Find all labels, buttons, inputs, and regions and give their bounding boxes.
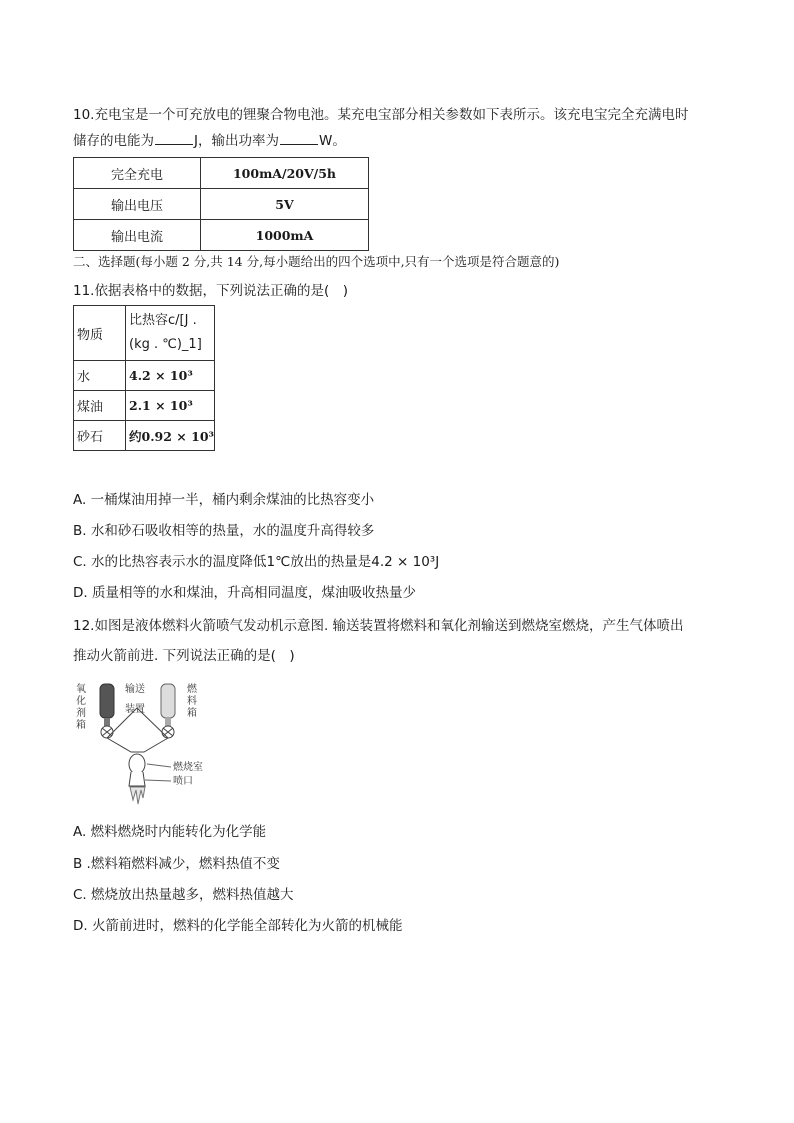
q11-option-c[interactable]: C. 水的比热容表示水的温度降低1℃放出的热量是4.2 × 10³J xyxy=(73,554,440,570)
q11-stem: 11.依据表格中的数据，下列说法正确的是( ) xyxy=(73,283,349,299)
fuel-tank xyxy=(161,684,175,718)
table-cell: 输出电压 xyxy=(74,189,201,220)
transport-label: 输送 xyxy=(125,684,145,695)
q11-option-b[interactable]: B. 水和砂石吸收相等的热量，水的温度升高得较多 xyxy=(73,523,375,539)
q10-parameter-table xyxy=(73,157,369,251)
q10-blank-energy[interactable] xyxy=(155,131,193,145)
rocket-engine-diagram xyxy=(73,680,243,810)
q12-option-b[interactable]: B .燃料箱燃料减少，燃料热值不变 xyxy=(73,856,280,872)
table-cell: 100mA/20V/5h xyxy=(201,158,369,189)
q10-stem-line2 xyxy=(73,131,346,150)
fuel-label-char: 燃 xyxy=(187,684,197,695)
oxidizer-pipe xyxy=(104,718,110,726)
q10-text-b: J，输出功率为 xyxy=(194,133,279,149)
oxidizer-tank xyxy=(100,684,114,718)
fuel-label-char: 箱 xyxy=(187,708,197,719)
q11-option-a[interactable]: A. 一桶煤油用掉一半，桶内剩余煤油的比热容变小 xyxy=(73,492,375,508)
table-cell: 4.2 × 10³ xyxy=(126,361,215,391)
table-cell: 5V xyxy=(201,189,369,220)
q11-option-d[interactable]: D. 质量相等的水和煤油，升高相同温度，煤油吸收热量少 xyxy=(73,585,416,601)
combustion-chamber xyxy=(129,754,145,774)
nozzle xyxy=(129,772,145,786)
table-row xyxy=(74,220,369,251)
table-row xyxy=(74,306,215,361)
table-row xyxy=(74,158,369,189)
oxidizer-label-char: 氧 xyxy=(76,684,86,695)
q10-stem-line1: 10.充电宝是一个可充放电的锂聚合物电池。某充电宝部分相关参数如下表所示。该充电宝完全充满电时 xyxy=(73,107,689,123)
q12-stem-line1: 12.如图是液体燃料火箭喷气发动机示意图. 输送装置将燃料和氧化剂输送到燃烧室燃烧，产生气体喷出 xyxy=(73,618,684,634)
header-line: 比热容c/[J . xyxy=(129,313,197,328)
oxidizer-label-char: 化 xyxy=(76,696,86,707)
table-cell: 水 xyxy=(74,361,126,391)
feed-line xyxy=(107,738,168,752)
oxidizer-label-char: 箱 xyxy=(76,720,86,731)
table-cell: 砂石 xyxy=(74,421,126,451)
transport-label: 装置 xyxy=(125,704,145,715)
q11-specific-heat-table xyxy=(73,305,215,451)
flame xyxy=(130,787,145,804)
table-cell: 完全充电 xyxy=(74,158,201,189)
fuel-pipe xyxy=(165,718,171,726)
table-cell: 约0.92 × 10³ xyxy=(126,421,215,451)
table-cell: 煤油 xyxy=(74,391,126,421)
table-cell: 输出电流 xyxy=(74,220,201,251)
table-header-cell xyxy=(126,306,215,361)
q12-option-c[interactable]: C. 燃烧放出热量越多，燃料热值越大 xyxy=(73,887,294,903)
table-row xyxy=(74,361,215,391)
chamber-label: 燃烧室 xyxy=(173,762,203,773)
q12-option-d[interactable]: D. 火箭前进时，燃料的化学能全部转化为火箭的机械能 xyxy=(73,918,403,934)
fuel-label-char: 料 xyxy=(187,696,197,707)
table-row xyxy=(74,421,215,451)
nozzle-label: 喷口 xyxy=(173,776,193,787)
table-row xyxy=(74,189,369,220)
table-cell: 2.1 × 10³ xyxy=(126,391,215,421)
q12-option-a[interactable]: A. 燃料燃烧时内能转化为化学能 xyxy=(73,824,267,840)
table-row xyxy=(74,391,215,421)
header-line: (kg . ℃)_1] xyxy=(129,337,202,352)
q10-text-a: 储存的电能为 xyxy=(73,133,154,149)
section-heading: 二、选择题(每小题 2 分,共 14 分,每小题给出的四个选项中,只有一个选项是符合题意的) xyxy=(73,254,560,269)
oxidizer-label-char: 剂 xyxy=(76,708,86,719)
table-header-cell: 物质 xyxy=(74,306,126,361)
q12-stem-line2: 推动火箭前进. 下列说法正确的是( ) xyxy=(73,648,295,664)
table-cell: 1000mA xyxy=(201,220,369,251)
q10-text-c: W。 xyxy=(318,133,346,149)
q10-blank-power[interactable] xyxy=(280,131,318,145)
